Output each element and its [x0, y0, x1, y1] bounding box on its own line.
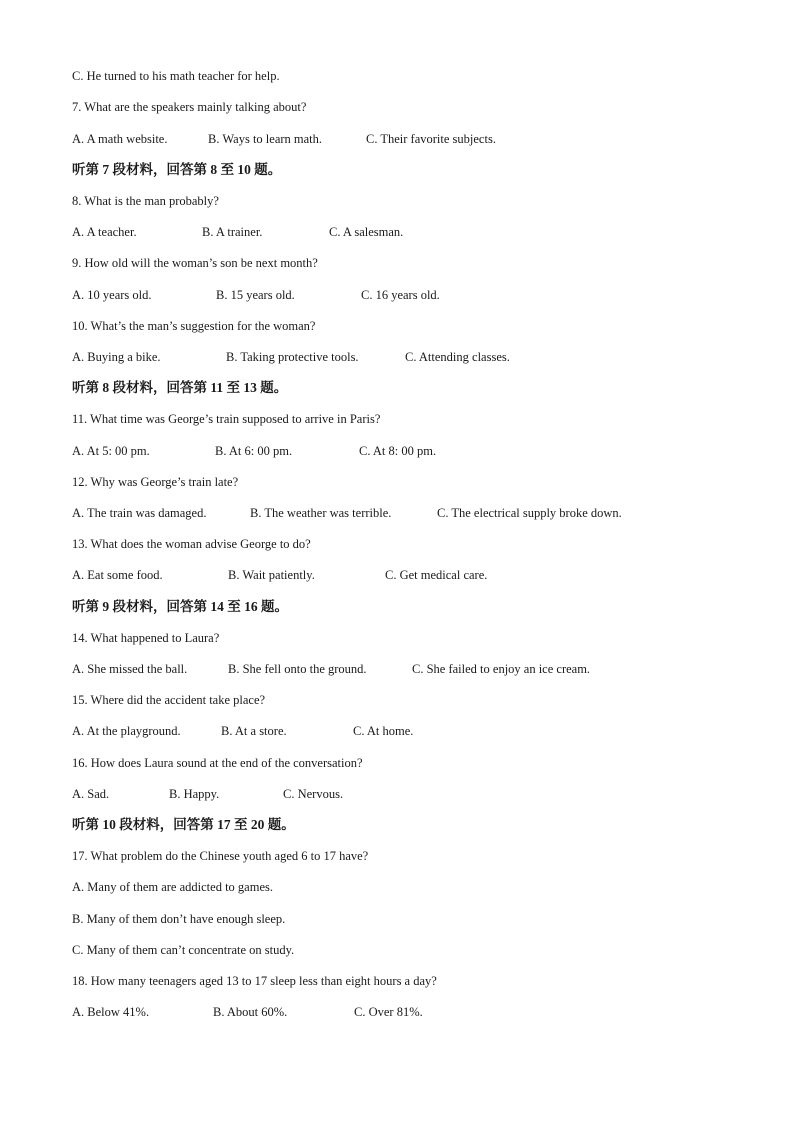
option-b: B. At 6: 00 pm.: [215, 444, 293, 458]
section-heading-7: 听第 7 段材料，回答第 8 至 10 题。: [72, 162, 282, 177]
option-a: A. A math website.: [72, 132, 168, 146]
question-11: 11. What time was George’s train supposed to arrive in Paris?: [72, 412, 381, 426]
option-b: B. At a store.: [221, 724, 287, 738]
option-b: B. The weather was terrible.: [250, 506, 392, 520]
option-a: A. At 5: 00 pm.: [72, 444, 150, 458]
question-12: 12. Why was George’s train late?: [72, 475, 239, 489]
option-c: C. She failed to enjoy an ice cream.: [412, 662, 591, 676]
option-line: C. Many of them can’t concentrate on study.: [72, 943, 295, 957]
option-b: B. Taking protective tools.: [226, 350, 359, 364]
question-10: 10. What’s the man’s suggestion for the woman?: [72, 319, 316, 333]
question-8: 8. What is the man probably?: [72, 194, 219, 208]
question-15: 15. Where did the accident take place?: [72, 693, 266, 707]
option-a: A. Sad.: [72, 787, 110, 801]
option-b: B. A trainer.: [202, 225, 263, 239]
option-c: C. Over 81%.: [354, 1005, 423, 1019]
option-c: C. 16 years old.: [361, 288, 440, 302]
option-b: B. 15 years old.: [216, 288, 295, 302]
option-c: C. At 8: 00 pm.: [359, 444, 437, 458]
option-b: B. She fell onto the ground.: [228, 662, 367, 676]
option-line: B. Many of them don’t have enough sleep.: [72, 912, 286, 926]
question-13: 13. What does the woman advise George to do?: [72, 537, 311, 551]
option-c: C. Their favorite subjects.: [366, 132, 496, 146]
option-a: A. At the playground.: [72, 724, 181, 738]
option-line: A. Many of them are addicted to games.: [72, 880, 273, 894]
option-c: C. A salesman.: [329, 225, 404, 239]
option-a: A. Buying a bike.: [72, 350, 161, 364]
question-17: 17. What problem do the Chinese youth aged 6 to 17 have?: [72, 849, 369, 863]
option-a: A. A teacher.: [72, 225, 137, 239]
option-a: A. The train was damaged.: [72, 506, 207, 520]
section-heading-9: 听第 9 段材料，回答第 14 至 16 题。: [72, 599, 288, 614]
question-18: 18. How many teenagers aged 13 to 17 sleep less than eight hours a day?: [72, 974, 437, 988]
option-b: B. Happy.: [169, 787, 220, 801]
option-line: C. He turned to his math teacher for help.: [72, 69, 280, 83]
option-b: B. About 60%.: [213, 1005, 288, 1019]
option-c: C. The electrical supply broke down.: [437, 506, 622, 520]
option-c: C. Get medical care.: [385, 568, 488, 582]
option-a: A. She missed the ball.: [72, 662, 188, 676]
option-c: C. Nervous.: [283, 787, 344, 801]
option-c: C. At home.: [353, 724, 414, 738]
option-b: B. Ways to learn math.: [208, 132, 323, 146]
question-14: 14. What happened to Laura?: [72, 631, 220, 645]
option-b: B. Wait patiently.: [228, 568, 315, 582]
section-heading-8: 听第 8 段材料，回答第 11 至 13 题。: [72, 380, 288, 395]
question-9: 9. How old will the woman’s son be next month?: [72, 256, 318, 270]
option-a: A. Below 41%.: [72, 1005, 150, 1019]
question-16: 16. How does Laura sound at the end of the conversation?: [72, 756, 363, 770]
question-7: 7. What are the speakers mainly talking about?: [72, 100, 307, 114]
section-heading-10: 听第 10 段材料，回答第 17 至 20 题。: [72, 817, 295, 832]
option-a: A. 10 years old.: [72, 288, 152, 302]
option-a: A. Eat some food.: [72, 568, 163, 582]
option-c: C. Attending classes.: [405, 350, 510, 364]
